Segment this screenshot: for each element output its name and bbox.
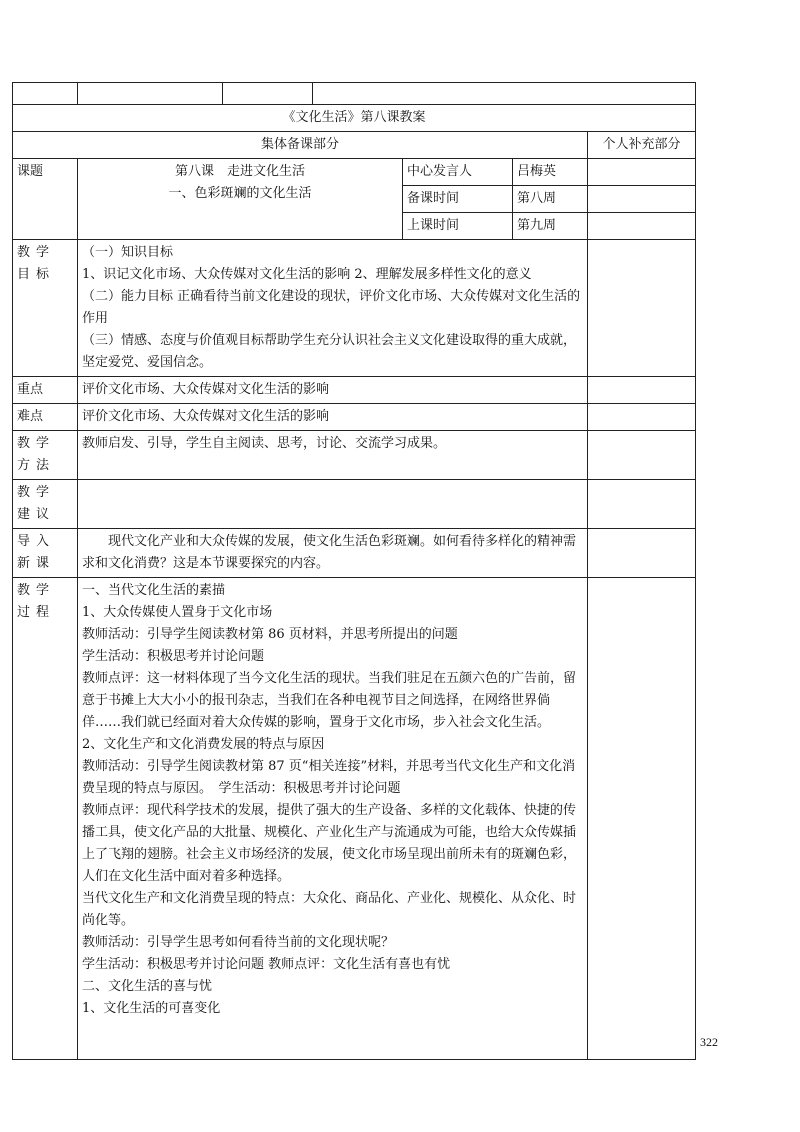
page-title: 《文化生活》第八课教案: [13, 105, 696, 132]
difficulty-label: 难点: [13, 404, 78, 431]
process-content: [78, 578, 588, 1060]
difficulty-text: 评价文化市场、大众传媒对文化生活的影响: [78, 404, 588, 431]
blank-header-row: [13, 83, 696, 105]
process-label: 教学过程: [13, 578, 78, 1060]
prep-time-label: 备课时间: [403, 186, 513, 213]
process-line: 一、当代文化生活的素描: [82, 583, 226, 598]
class-time-label: 上课时间: [403, 213, 513, 240]
personal-cell: [588, 404, 696, 431]
process-line: 教师活动：引导学生思考如何看待当前的文化现状呢？: [82, 935, 395, 950]
process-line: 二、文化生活的喜与忧: [82, 979, 213, 994]
method-text: 教师启发、引导，学生自主阅读、思考，讨论、交流学习成果。: [78, 431, 588, 480]
goal-line: （一）知识目标: [82, 245, 174, 260]
speaker-value: 吕梅英: [513, 159, 588, 186]
personal-cell: [588, 480, 696, 529]
process-line: 学生活动：积极思考并讨论问题: [82, 649, 265, 664]
personal-cell: [588, 159, 696, 186]
process-line: 教师点评：现代科学技术的发展，提供了强大的生产设备、多样的文化载体、快捷的传播工具，使文化产品的大批量、规模化、产业化生产与流通成为可能，也给大众传媒插上了飞翔的翅膀。社会主义市场经济的发展，使文化市场呈现出前所未有的斑斓色彩，人们在文化生活中面对着多种选择。: [82, 803, 577, 884]
suggestion-text: [78, 480, 588, 529]
goal-line: （三）情感、态度与价值观目标帮助学生充分认识社会主义文化建设取得的重大成就，坚定爱党、爱国信念。: [82, 333, 577, 370]
blank-cell: [223, 83, 313, 105]
personal-cell: [588, 240, 696, 377]
personal-cell: [588, 529, 696, 578]
key-label: 重点: [13, 377, 78, 404]
class-time-value: 第九周: [513, 213, 588, 240]
process-line: 1、文化生活的可喜变化: [82, 1001, 221, 1016]
lesson-plan-table: [12, 82, 696, 1060]
lesson-title: [78, 159, 403, 240]
method-label: 教学方法: [13, 431, 78, 480]
personal-cell: [588, 213, 696, 240]
process-line: 教师活动：引导学生阅读教材第 86 页材料，并思考所提出的问题: [82, 627, 458, 642]
intro-label: 导入新课: [13, 529, 78, 578]
process-line: 学生活动：积极思考并讨论问题 教师点评：文化生活有喜也有忧: [82, 957, 451, 972]
lesson-title-line-1: 第八课 走进文化生活: [174, 164, 305, 179]
process-line: 当代文化生产和文化消费呈现的特点：大众化、商品化、产业化、规模化、从众化、时尚化等。: [82, 891, 577, 928]
process-line: 教师活动：引导学生阅读教材第 87 页“相关连接”材料，并思考当代文化生产和文化消费呈现的特点与原因。 学生活动：积极思考并讨论问题: [82, 759, 576, 796]
goals-content: [78, 240, 588, 377]
process-line: 教师点评：这一材料体现了当今文化生活的现状。当我们驻足在五颜六色的广告前，留意于书摊上大大小小的报刊杂志，当我们在各种电视节目之间选择，在网络世界倘佯……我们就已经面对着大众传媒的影响，置身于文化市场，步入社会文化生活。: [82, 671, 577, 730]
blank-cell: [313, 83, 696, 105]
group-section-header: 集体备课部分: [13, 132, 588, 159]
process-line: 1、大众传媒使人置身于文化市场: [82, 605, 273, 620]
personal-cell: [588, 186, 696, 213]
blank-cell: [78, 83, 223, 105]
speaker-label: 中心发言人: [403, 159, 513, 186]
blank-cell: [13, 83, 78, 105]
personal-section-header: 个人补充部分: [588, 132, 696, 159]
lesson-title-line-2: 一、色彩斑斓的文化生活: [168, 186, 312, 201]
personal-cell: [588, 431, 696, 480]
personal-cell: [588, 377, 696, 404]
personal-cell: [588, 578, 696, 1060]
goal-line: 1、识记文化市场、大众传媒对文化生活的影响 2、理解发展多样性文化的意义: [82, 267, 532, 282]
goal-line: （二）能力目标 正确看待当前文化建设的现状，评价文化市场、大众传媒对文化生活的作用: [82, 289, 581, 326]
lesson-label: 课题: [13, 159, 78, 240]
intro-text: 现代文化产业和大众传媒的发展，使文化生活色彩斑斓。如何看待多样化的精神需求和文化消费？这是本节课要探究的内容。: [78, 529, 588, 578]
suggestion-label: 教学建议: [13, 480, 78, 529]
process-line: 2、文化生产和文化消费发展的特点与原因: [82, 737, 325, 752]
prep-time-value: 第八周: [513, 186, 588, 213]
goals-label: 教学目标: [13, 240, 78, 377]
key-text: 评价文化市场、大众传媒对文化生活的影响: [78, 377, 588, 404]
page-number: 322: [700, 1035, 718, 1049]
